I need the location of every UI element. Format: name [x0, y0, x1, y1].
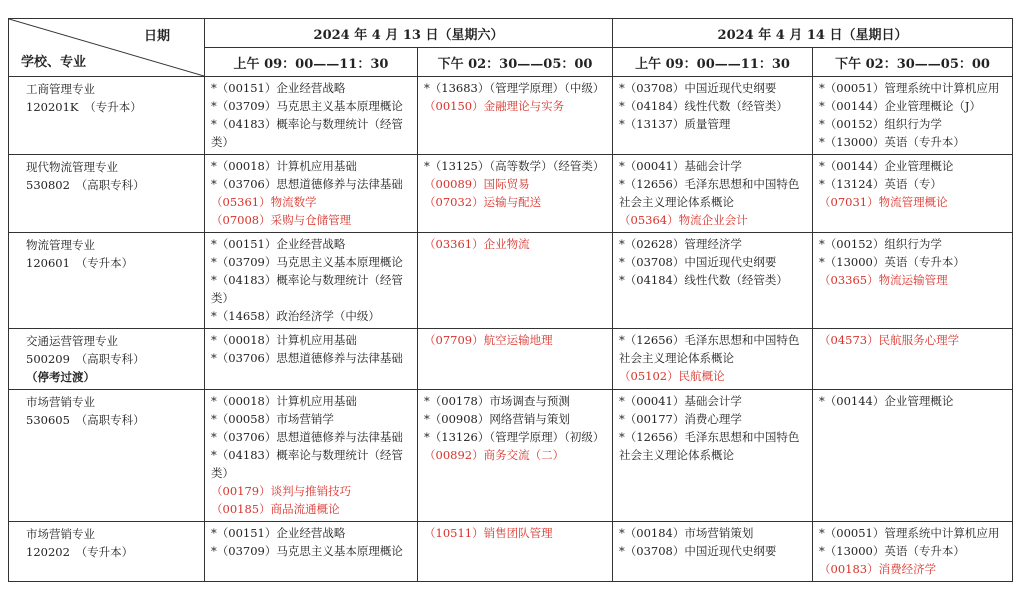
- course-item: *（04184）线性代数（经管类）: [619, 273, 788, 287]
- course-item: *（14658）政治经济学（中级）: [211, 309, 380, 323]
- course-item: *（03706）思想道德修养与法律基础: [211, 430, 403, 444]
- course-item-highlighted: （00183）消费经济学: [819, 562, 937, 576]
- course-item: *（03709）马克思主义基本原理概论: [211, 99, 403, 113]
- course-item: *（13126）（管理学原理）（初级）: [424, 430, 605, 444]
- course-item: *（13137）质量管理: [619, 117, 731, 131]
- course-item: *（04183）概率论与数理统计（经管类）: [211, 273, 403, 305]
- course-item: *（00184）市场营销策划: [619, 526, 754, 540]
- session-cell: [813, 522, 1013, 582]
- course-item: *（03708）中国近现代史纲要: [619, 255, 777, 269]
- session-cell: [613, 155, 813, 233]
- session-cell: [813, 390, 1013, 522]
- course-item: *（00041）基础会计学: [619, 394, 742, 408]
- exam-schedule-table: [8, 18, 1013, 582]
- major-note: （停考过渡）: [26, 370, 95, 384]
- course-item: *（02628）管理经济学: [619, 237, 742, 251]
- session-header: 下午 02：30——05：00: [418, 48, 613, 77]
- course-item: *（13124）英语（专）: [819, 177, 942, 191]
- course-item: *（04184）线性代数（经管类）: [619, 99, 788, 113]
- course-item: *（13683）（管理学原理）（中级）: [424, 81, 605, 95]
- major-code: 530802 （高职专科）: [26, 178, 145, 192]
- course-item: *（00058）市场营销学: [211, 412, 334, 426]
- table-row: [9, 155, 1013, 233]
- major-code: 120201K （专升本）: [26, 100, 142, 114]
- course-item: *（00144）企业管理概论: [819, 394, 954, 408]
- course-item-highlighted: （07032）运输与配送: [424, 195, 542, 209]
- session-cell: [418, 155, 613, 233]
- session-cell: [813, 77, 1013, 155]
- course-item-highlighted: （03361）企业物流: [424, 237, 530, 251]
- course-item: *（03709）马克思主义基本原理概论: [211, 255, 403, 269]
- course-item: *（00151）企业经营战略: [211, 526, 346, 540]
- session-header: 上午 09：00——11：30: [205, 48, 418, 77]
- major-code: 120601 （专升本）: [26, 256, 134, 270]
- course-item: *（00178）市场调查与预测: [424, 394, 570, 408]
- course-item: *（03709）马克思主义基本原理概论: [211, 544, 403, 558]
- major-cell: [9, 390, 205, 522]
- major-name: 工商管理专业: [26, 82, 95, 96]
- course-item: *（13000）英语（专升本）: [819, 544, 965, 558]
- course-item: *（04183）概率论与数理统计（经管类）: [211, 448, 403, 480]
- session-cell: [613, 522, 813, 582]
- course-item: *（12656）毛泽东思想和中国特色社会主义理论体系概论: [619, 177, 800, 209]
- table-row: [9, 77, 1013, 155]
- session-cell: [613, 77, 813, 155]
- session-cell: [205, 329, 418, 390]
- course-item-highlighted: （07008）采购与仓储管理: [211, 213, 352, 227]
- session-cell: [205, 233, 418, 329]
- course-item-highlighted: （10511）销售团队管理: [424, 526, 553, 540]
- course-item-highlighted: （00089）国际贸易: [424, 177, 530, 191]
- course-item: *（00177）消费心理学: [619, 412, 742, 426]
- course-item-highlighted: （00179）谈判与推销技巧: [211, 484, 352, 498]
- course-item: *（00051）管理系统中计算机应用: [819, 81, 1000, 95]
- course-item-highlighted: （07031）物流管理概论: [819, 195, 948, 209]
- major-cell: [9, 233, 205, 329]
- course-item: *（00151）企业经营战略: [211, 237, 346, 251]
- course-item-highlighted: （05361）物流数学: [211, 195, 317, 209]
- course-item-highlighted: （05102）民航概论: [619, 369, 725, 383]
- session-cell: [418, 77, 613, 155]
- session-cell: [205, 522, 418, 582]
- session-cell: [205, 390, 418, 522]
- course-item: *（12656）毛泽东思想和中国特色社会主义理论体系概论: [619, 333, 800, 365]
- session-cell: [613, 329, 813, 390]
- course-item: *（00018）计算机应用基础: [211, 159, 357, 173]
- major-cell: [9, 155, 205, 233]
- table-row: [9, 233, 1013, 329]
- major-cell: [9, 329, 205, 390]
- session-header: 下午 02：30——05：00: [813, 48, 1013, 77]
- course-item: *（00152）组织行为学: [819, 117, 942, 131]
- corner-school-label: 学校、专业: [21, 55, 87, 70]
- course-item-highlighted: （00185）商品流通概论: [211, 502, 340, 516]
- session-header: 上午 09：00——11：30: [613, 48, 813, 77]
- session-cell: [813, 155, 1013, 233]
- course-item-highlighted: （05364）物流企业会计: [619, 213, 748, 227]
- course-item-highlighted: （04573）民航服务心理学: [819, 333, 960, 347]
- course-item: *（00018）计算机应用基础: [211, 333, 357, 347]
- course-item: *（12656）毛泽东思想和中国特色社会主义理论体系概论: [619, 430, 800, 462]
- course-item: *（00144）企业管理概论（J）: [819, 99, 981, 113]
- course-item: *（00018）计算机应用基础: [211, 394, 357, 408]
- session-cell: [418, 329, 613, 390]
- table-row: [9, 522, 1013, 582]
- course-item: *（00152）组织行为学: [819, 237, 942, 251]
- major-code: 530605 （高职专科）: [26, 413, 145, 427]
- course-item: *（03708）中国近现代史纲要: [619, 81, 777, 95]
- major-name: 物流管理专业: [26, 238, 95, 252]
- table-row: [9, 390, 1013, 522]
- major-code: 120202 （专升本）: [26, 545, 134, 559]
- session-cell: [205, 77, 418, 155]
- course-item: *（00144）企业管理概论: [819, 159, 954, 173]
- major-name: 市场营销专业: [26, 395, 95, 409]
- course-item-highlighted: （03365）物流运输管理: [819, 273, 948, 287]
- major-name: 现代物流管理专业: [26, 160, 118, 174]
- session-cell: [613, 390, 813, 522]
- session-cell: [418, 233, 613, 329]
- schedule-body: [9, 77, 1013, 582]
- day-header-2: 2024 年 4 月 14 日（星期日）: [613, 19, 1013, 48]
- course-item: *（00908）网络营销与策划: [424, 412, 570, 426]
- header-corner: [9, 19, 205, 77]
- major-cell: [9, 522, 205, 582]
- course-item: *（03708）中国近现代史纲要: [619, 544, 777, 558]
- major-name: 交通运营管理专业: [26, 334, 118, 348]
- course-item: *（13000）英语（专升本）: [819, 135, 965, 149]
- major-cell: [9, 77, 205, 155]
- day-header-1: 2024 年 4 月 13 日（星期六）: [205, 19, 613, 48]
- corner-date-label: 日期: [143, 29, 170, 44]
- session-cell: [418, 390, 613, 522]
- course-item: *（13000）英语（专升本）: [819, 255, 965, 269]
- course-item-highlighted: （00150）金融理论与实务: [424, 99, 565, 113]
- course-item: *（03706）思想道德修养与法律基础: [211, 177, 403, 191]
- course-item: *（00051）管理系统中计算机应用: [819, 526, 1000, 540]
- course-item: *（03706）思想道德修养与法律基础: [211, 351, 403, 365]
- course-item: *（04183）概率论与数理统计（经管类）: [211, 117, 403, 149]
- course-item: *（13125）（高等数学）（经管类）: [424, 159, 605, 173]
- major-code: 500209 （高职专科）: [26, 352, 145, 366]
- session-cell: [613, 233, 813, 329]
- major-name: 市场营销专业: [26, 527, 95, 541]
- course-item-highlighted: （00892）商务交流（二）: [424, 448, 565, 462]
- session-cell: [813, 233, 1013, 329]
- session-cell: [418, 522, 613, 582]
- course-item-highlighted: （07709）航空运输地理: [424, 333, 553, 347]
- session-cell: [813, 329, 1013, 390]
- session-cell: [205, 155, 418, 233]
- table-row: [9, 329, 1013, 390]
- course-item: *（00041）基础会计学: [619, 159, 742, 173]
- course-item: *（00151）企业经营战略: [211, 81, 346, 95]
